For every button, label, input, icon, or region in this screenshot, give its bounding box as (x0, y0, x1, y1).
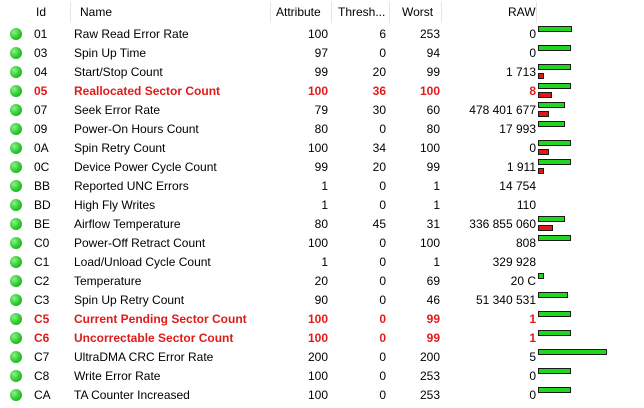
attribute-name-cell: Power-Off Retract Count (74, 236, 206, 250)
value-level-bar (538, 159, 571, 165)
worst-value-cell: 200 (419, 350, 440, 364)
worst-value-cell: 99 (426, 331, 440, 345)
attribute-name-cell: Uncorrectable Sector Count (74, 331, 234, 345)
column-header-worst[interactable]: Worst (402, 5, 434, 19)
threshold-value-cell: 20 (372, 65, 386, 79)
table-row[interactable] (0, 291, 644, 310)
table-row[interactable] (0, 177, 644, 196)
table-row[interactable] (0, 348, 644, 367)
attribute-name-cell: Seek Error Rate (74, 103, 161, 117)
attribute-id-cell: C7 (34, 350, 50, 364)
threshold-value-cell: 0 (379, 122, 386, 136)
value-level-bar (538, 121, 565, 127)
status-ok-icon (10, 294, 22, 306)
attribute-id-cell: 09 (34, 122, 48, 136)
attribute-name-cell: Spin Up Time (74, 46, 147, 60)
threshold-value-cell: 0 (379, 388, 386, 402)
worst-value-cell: 46 (426, 293, 440, 307)
column-separator[interactable] (70, 2, 71, 23)
raw-value-cell: 1 (529, 312, 536, 326)
attribute-id-cell: 0A (34, 141, 49, 155)
attribute-value-cell: 1 (321, 179, 328, 193)
table-row[interactable] (0, 253, 644, 272)
status-ok-icon (10, 85, 22, 97)
threshold-value-cell: 0 (379, 369, 386, 383)
threshold-value-cell: 0 (379, 46, 386, 60)
table-row[interactable] (0, 120, 644, 139)
worst-value-cell: 99 (426, 160, 440, 174)
attribute-value-cell: 1 (321, 198, 328, 212)
attribute-value-cell: 100 (307, 84, 328, 98)
threshold-level-bar (538, 168, 544, 174)
threshold-value-cell: 20 (372, 160, 386, 174)
attribute-id-cell: C6 (34, 331, 50, 345)
raw-value-cell: 5 (529, 350, 536, 364)
value-level-bar (538, 273, 544, 279)
attribute-value-cell: 20 (314, 274, 328, 288)
worst-value-cell: 100 (419, 84, 440, 98)
table-row[interactable] (0, 44, 644, 63)
worst-value-cell: 253 (419, 388, 440, 402)
attribute-id-cell: C0 (34, 236, 50, 250)
attribute-id-cell: 01 (34, 27, 48, 41)
raw-value-cell: 0 (529, 369, 536, 383)
column-separator[interactable] (331, 2, 332, 23)
value-level-bar (538, 45, 571, 51)
status-ok-icon (10, 370, 22, 382)
raw-value-cell: 808 (515, 236, 536, 250)
status-ok-icon (10, 275, 22, 287)
table-row[interactable] (0, 310, 644, 329)
attribute-value-cell: 100 (307, 312, 328, 326)
table-row[interactable] (0, 386, 644, 405)
worst-value-cell: 94 (426, 46, 440, 60)
table-row[interactable] (0, 139, 644, 158)
column-header-attribute[interactable]: Attribute (276, 5, 321, 19)
threshold-value-cell: 0 (379, 331, 386, 345)
raw-value-cell: 0 (529, 27, 536, 41)
attribute-value-cell: 97 (314, 46, 328, 60)
threshold-level-bar (538, 225, 553, 231)
worst-value-cell: 99 (426, 312, 440, 326)
threshold-value-cell: 30 (372, 103, 386, 117)
attribute-id-cell: BB (34, 179, 51, 193)
raw-value-cell: 20 C (510, 274, 536, 288)
worst-value-cell: 60 (426, 103, 440, 117)
worst-value-cell: 100 (419, 236, 440, 250)
attribute-id-cell: 05 (34, 84, 48, 98)
status-ok-icon (10, 123, 22, 135)
status-ok-icon (10, 389, 22, 401)
attribute-value-cell: 100 (307, 388, 328, 402)
worst-value-cell: 31 (426, 217, 440, 231)
table-header (0, 0, 644, 25)
attribute-value-cell: 100 (307, 331, 328, 345)
column-separator[interactable] (536, 2, 537, 23)
column-separator[interactable] (389, 2, 390, 23)
worst-value-cell: 99 (426, 65, 440, 79)
attribute-name-cell: Device Power Cycle Count (74, 160, 217, 174)
threshold-value-cell: 0 (379, 312, 386, 326)
attribute-id-cell: C5 (34, 312, 50, 326)
attribute-id-cell: C2 (34, 274, 50, 288)
value-level-bar (538, 292, 568, 298)
worst-value-cell: 253 (419, 369, 440, 383)
attribute-name-cell: Reallocated Sector Count (74, 84, 221, 98)
column-header-raw[interactable]: RAW (508, 5, 536, 19)
attribute-id-cell: C1 (34, 255, 50, 269)
table-row[interactable] (0, 82, 644, 101)
threshold-value-cell: 45 (372, 217, 386, 231)
status-ok-icon (10, 142, 22, 154)
threshold-value-cell: 34 (372, 141, 386, 155)
raw-value-cell: 1 (529, 331, 536, 345)
raw-value-cell: 0 (529, 388, 536, 402)
value-level-bar (538, 235, 571, 241)
table-row[interactable] (0, 101, 644, 120)
attribute-value-cell: 100 (307, 141, 328, 155)
table-row[interactable] (0, 272, 644, 291)
attribute-id-cell: BE (34, 217, 51, 231)
attribute-value-cell: 80 (314, 217, 328, 231)
attribute-value-cell: 100 (307, 369, 328, 383)
worst-value-cell: 80 (426, 122, 440, 136)
attribute-id-cell: 04 (34, 65, 48, 79)
worst-value-cell: 69 (426, 274, 440, 288)
attribute-name-cell: Airflow Temperature (74, 217, 181, 231)
raw-value-cell: 51 340 531 (475, 293, 536, 307)
worst-value-cell: 1 (433, 198, 440, 212)
attribute-name-cell: Load/Unload Cycle Count (74, 255, 211, 269)
attribute-id-cell: C8 (34, 369, 50, 383)
threshold-value-cell: 0 (379, 236, 386, 250)
worst-value-cell: 253 (419, 27, 440, 41)
status-ok-icon (10, 237, 22, 249)
attribute-name-cell: Write Error Rate (74, 369, 161, 383)
table-row[interactable] (0, 215, 644, 234)
attribute-name-cell: High Fly Writes (74, 198, 156, 212)
status-ok-icon (10, 66, 22, 78)
status-ok-icon (10, 199, 22, 211)
attribute-value-cell: 79 (314, 103, 328, 117)
raw-value-cell: 17 993 (499, 122, 536, 136)
raw-value-cell: 14 754 (499, 179, 536, 193)
attribute-value-cell: 100 (307, 236, 328, 250)
threshold-value-cell: 0 (379, 198, 386, 212)
threshold-value-cell: 0 (379, 293, 386, 307)
attribute-value-cell: 99 (314, 160, 328, 174)
attribute-name-cell: UltraDMA CRC Error Rate (74, 350, 214, 364)
attribute-name-cell: Power-On Hours Count (74, 122, 199, 136)
status-ok-icon (10, 218, 22, 230)
attribute-name-cell: Reported UNC Errors (74, 179, 189, 193)
value-level-bar (538, 216, 565, 222)
status-ok-icon (10, 28, 22, 40)
attribute-name-cell: Temperature (74, 274, 142, 288)
status-ok-icon (10, 47, 22, 59)
value-level-bar (538, 330, 571, 336)
raw-value-cell: 1 911 (506, 160, 536, 174)
column-header-name[interactable]: Name (80, 5, 113, 19)
status-ok-icon (10, 351, 22, 363)
attribute-value-cell: 80 (314, 122, 328, 136)
attribute-id-cell: CA (34, 388, 51, 402)
attribute-name-cell: Current Pending Sector Count (74, 312, 247, 326)
column-separator[interactable] (441, 2, 442, 23)
attribute-name-cell: TA Counter Increased (74, 388, 190, 402)
attribute-id-cell: BD (34, 198, 51, 212)
table-row[interactable] (0, 158, 644, 177)
value-level-bar (538, 64, 571, 70)
table-row[interactable] (0, 25, 644, 44)
value-level-bar (538, 387, 571, 393)
value-level-bar (538, 311, 571, 317)
attribute-id-cell: C3 (34, 293, 50, 307)
status-ok-icon (10, 332, 22, 344)
worst-value-cell: 1 (433, 255, 440, 269)
attribute-id-cell: 0C (34, 160, 50, 174)
status-ok-icon (10, 180, 22, 192)
value-level-bar (538, 349, 607, 355)
table-row[interactable] (0, 367, 644, 386)
attribute-value-cell: 90 (314, 293, 328, 307)
threshold-level-bar (538, 149, 549, 155)
attribute-name-cell: Start/Stop Count (74, 65, 163, 79)
attribute-name-cell: Spin Up Retry Count (74, 293, 185, 307)
status-ok-icon (10, 104, 22, 116)
worst-value-cell: 1 (433, 179, 440, 193)
attribute-id-cell: 03 (34, 46, 48, 60)
raw-value-cell: 336 855 060 (469, 217, 536, 231)
raw-value-cell: 110 (516, 198, 536, 212)
value-level-bar (538, 102, 565, 108)
raw-value-cell: 8 (529, 84, 536, 98)
attribute-value-cell: 200 (307, 350, 328, 364)
attribute-id-cell: 07 (34, 103, 48, 117)
raw-value-cell: 1 713 (505, 65, 536, 79)
threshold-value-cell: 0 (379, 179, 386, 193)
threshold-value-cell: 6 (379, 27, 386, 41)
table-row[interactable] (0, 63, 644, 82)
attribute-name-cell: Raw Read Error Rate (74, 27, 189, 41)
raw-value-cell: 329 928 (492, 255, 536, 269)
threshold-level-bar (538, 73, 544, 79)
value-level-bar (538, 83, 571, 89)
value-level-bar (538, 368, 571, 374)
attribute-value-cell: 99 (314, 65, 328, 79)
threshold-level-bar (538, 111, 549, 117)
status-ok-icon (10, 161, 22, 173)
attribute-value-cell: 100 (307, 27, 328, 41)
threshold-value-cell: 0 (379, 274, 386, 288)
raw-value-cell: 0 (529, 141, 536, 155)
threshold-value-cell: 0 (379, 255, 386, 269)
column-header-id[interactable]: Id (36, 5, 47, 19)
attribute-name-cell: Spin Retry Count (74, 141, 166, 155)
raw-value-cell: 478 401 677 (469, 103, 536, 117)
threshold-level-bar (538, 92, 552, 98)
status-ok-icon (10, 256, 22, 268)
attribute-value-cell: 1 (321, 255, 328, 269)
table-row[interactable] (0, 234, 644, 253)
column-header-threshold[interactable]: Thresh... (338, 5, 386, 19)
status-ok-icon (10, 313, 22, 325)
column-separator[interactable] (270, 2, 271, 23)
threshold-value-cell: 0 (379, 350, 386, 364)
value-level-bar (538, 140, 571, 146)
table-row[interactable] (0, 329, 644, 348)
threshold-value-cell: 36 (372, 84, 386, 98)
value-level-bar (538, 26, 572, 32)
raw-value-cell: 0 (529, 46, 536, 60)
worst-value-cell: 100 (419, 141, 440, 155)
table-row[interactable] (0, 196, 644, 215)
